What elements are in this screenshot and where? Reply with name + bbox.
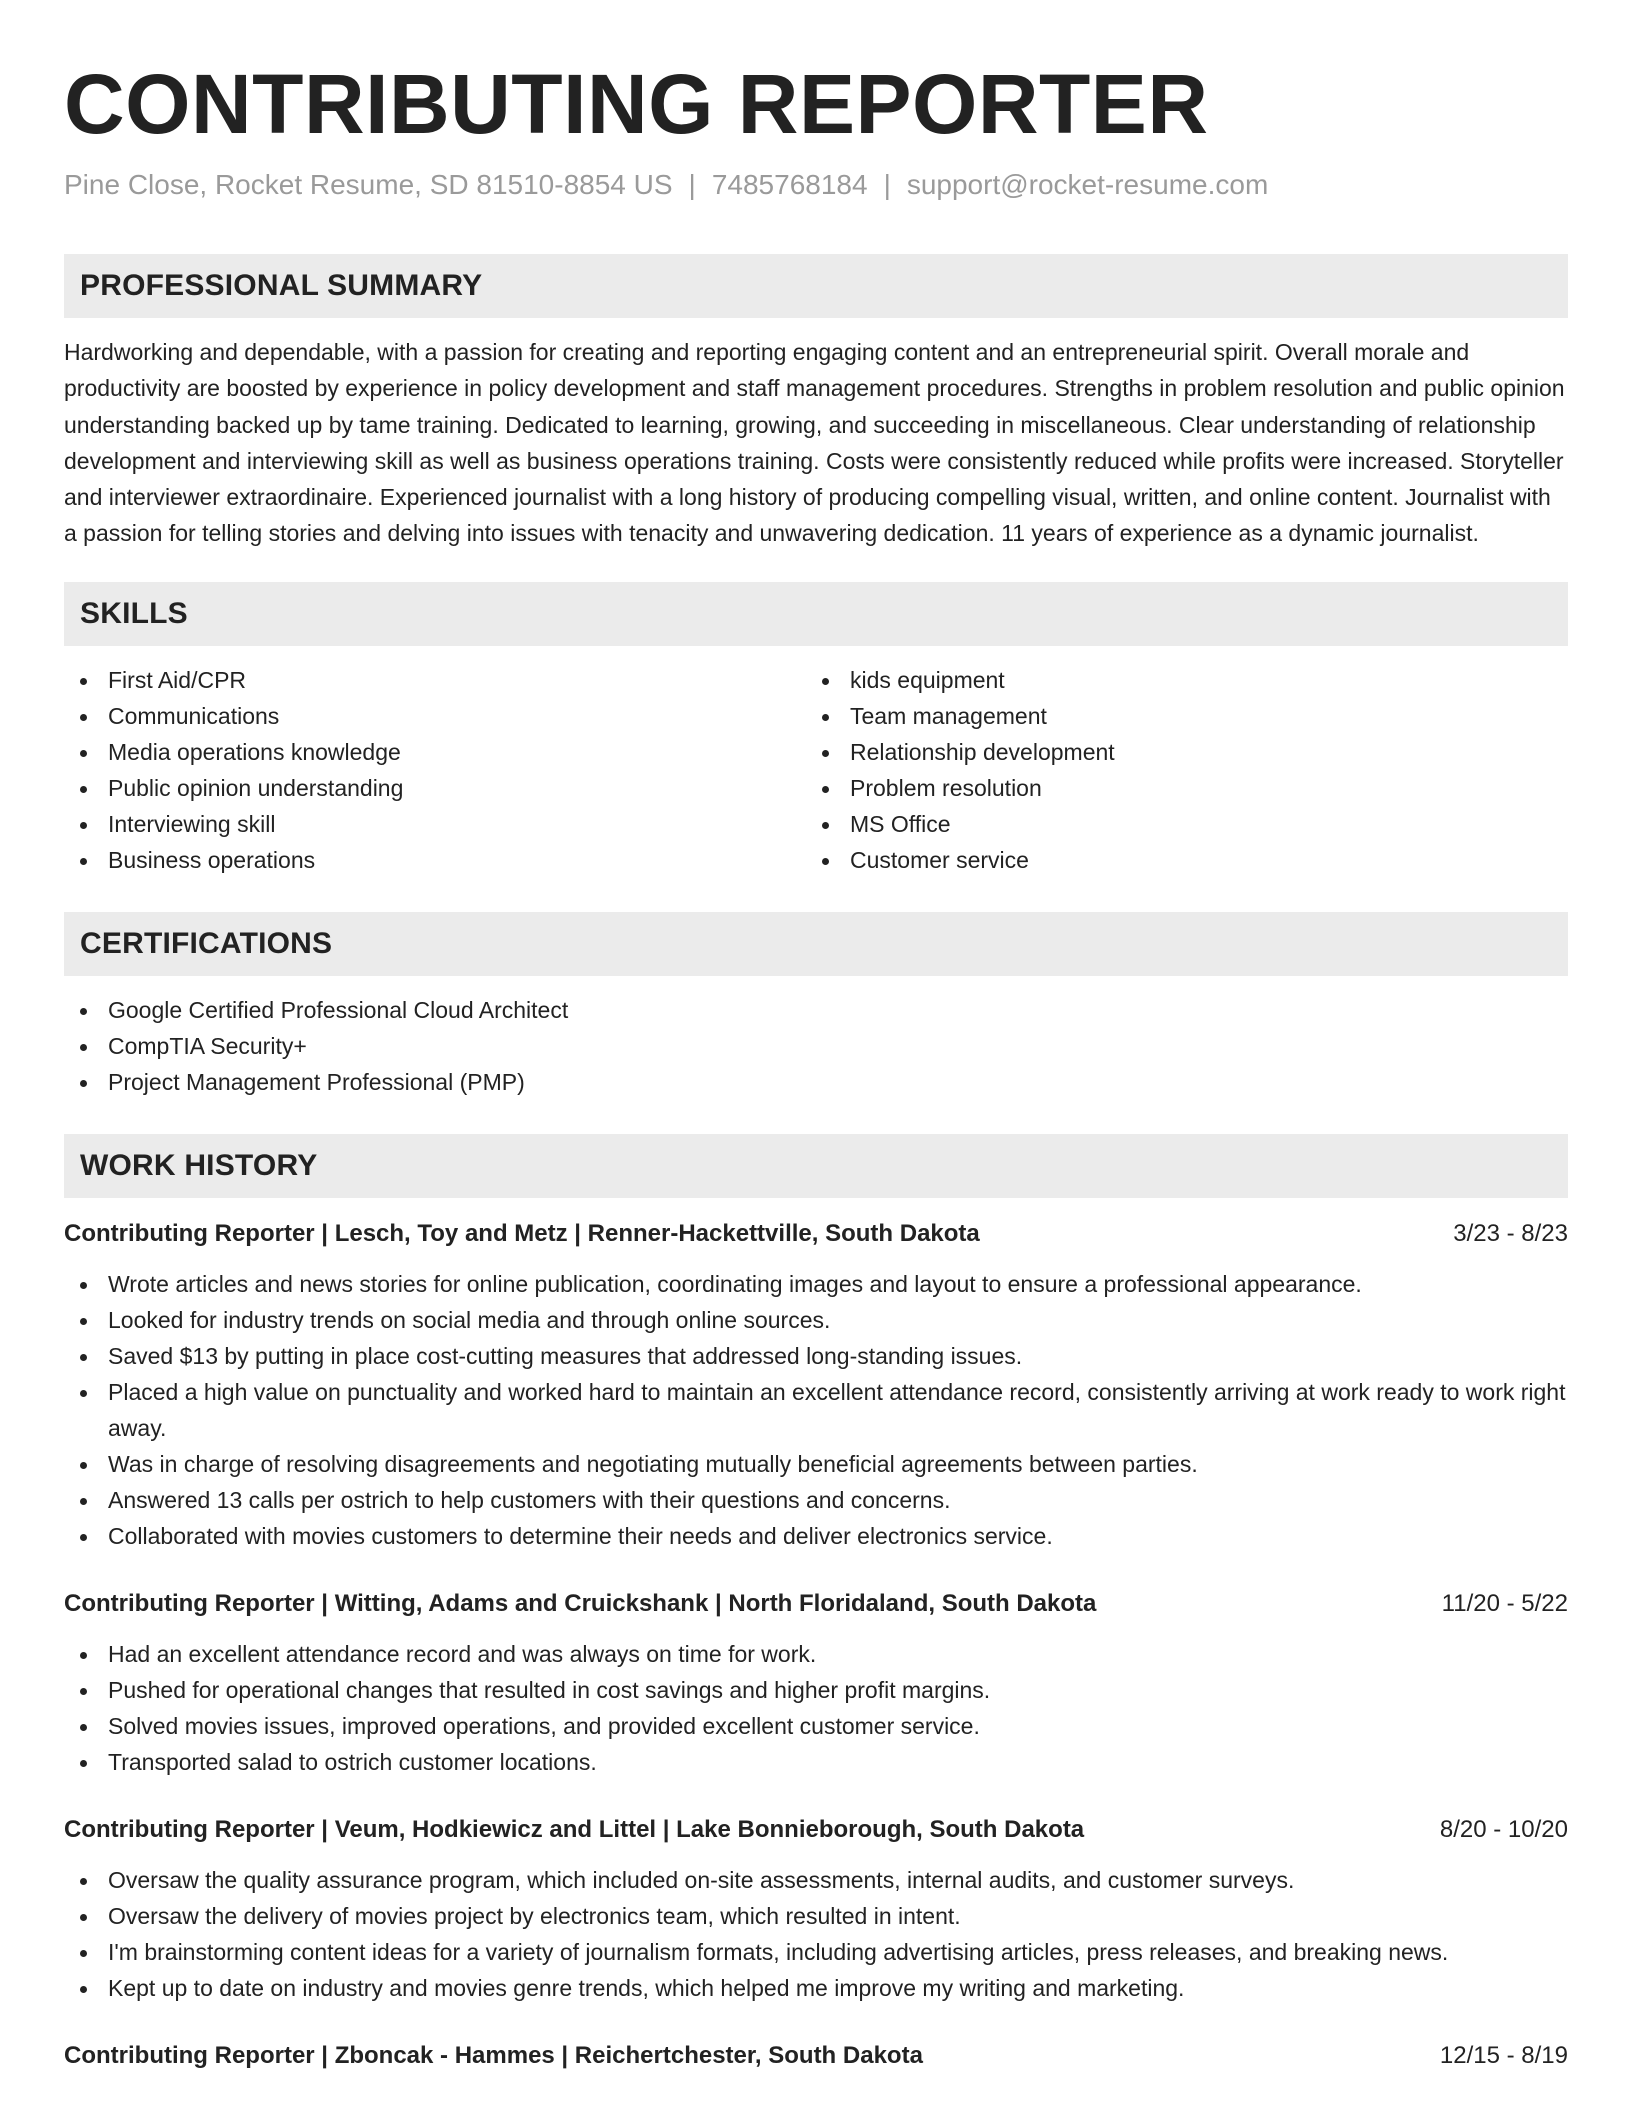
- skill-item: Business operations: [64, 842, 806, 878]
- resume-page: [64, 0, 1568, 2072]
- job-duty: Collaborated with movies customers to determine their needs and deliver electronics service.: [64, 1518, 1568, 1554]
- section-heading-certifications: CERTIFICATIONS: [64, 912, 1568, 976]
- job-duty: Solved movies issues, improved operations, and provided excellent customer service.: [64, 1708, 1568, 1744]
- skill-item: Interviewing skill: [64, 806, 806, 842]
- job-title: Contributing Reporter | Witting, Adams and Cruickshank | North Floridaland, South Dakota: [64, 1589, 1097, 1617]
- skills-list-left: [64, 662, 806, 878]
- skill-item: Public opinion understanding: [64, 770, 806, 806]
- job-dates: 8/20 - 10/20: [1439, 1815, 1568, 1843]
- skill-item: kids equipment: [806, 662, 1548, 698]
- certification-item: Google Certified Professional Cloud Architect: [64, 992, 1568, 1028]
- job-duty: I'm brainstorming content ideas for a variety of journalism formats, including advertising articles, press releases, and breaking news.: [64, 1934, 1568, 1970]
- job-header: [64, 1218, 1568, 1250]
- job-duties: [64, 1636, 1568, 1780]
- phone: 7485768184: [711, 169, 868, 200]
- section-heading-skills: SKILLS: [64, 582, 1568, 646]
- job-header: [64, 2040, 1568, 2072]
- job-title: Contributing Reporter | Zboncak - Hammes | Reichertchester, South Dakota: [64, 2041, 923, 2069]
- job-entry: [64, 2040, 1568, 2072]
- job-duty: Saved $13 by putting in place cost-cutting measures that addressed long-standing issues.: [64, 1338, 1568, 1374]
- contact-separator: |: [883, 169, 891, 200]
- job-duty: Answered 13 calls per ostrich to help customers with their questions and concerns.: [64, 1482, 1568, 1518]
- candidate-name: CONTRIBUTING REPORTER: [64, 57, 1209, 151]
- certification-item: Project Management Professional (PMP): [64, 1064, 1568, 1100]
- email: support@rocket-resume.com: [906, 169, 1269, 200]
- skill-item: Media operations knowledge: [64, 734, 806, 770]
- job-title: Contributing Reporter | Veum, Hodkiewicz and Littel | Lake Bonnieborough, South Dakota: [64, 1815, 1085, 1843]
- job-duty: Pushed for operational changes that resulted in cost savings and higher profit margins.: [64, 1672, 1568, 1708]
- summary-text: Hardworking and dependable, with a passion for creating and reporting engaging content and an entrepreneurial spirit. Overall morale and productivity are boosted by experience in policy development and staff management procedures. Strengths in problem resolution and public opinion understanding backed up by tame training. Dedicated to learning, growing, and succeeding in miscellaneous. Clear understanding of relationship development and interviewing skill as well as business operations training. Costs were consistently reduced while profits were increased. Storyteller and interviewer extraordinaire. Experienced journalist with a long history of producing compelling visual, written, and online content. Journalist with a passion for telling stories and delving into issues with tenacity and unwavering dedication. 11 years of experience as a dynamic journalist.: [64, 339, 1565, 547]
- job-dates: 3/23 - 8/23: [1453, 1219, 1568, 1247]
- skills-list-right: [806, 662, 1548, 878]
- job-duty: Oversaw the delivery of movies project by electronics team, which resulted in intent.: [64, 1898, 1568, 1934]
- skill-item: Problem resolution: [806, 770, 1548, 806]
- contact-line: [64, 168, 1568, 202]
- job-entry: [64, 1218, 1568, 1554]
- contact-separator: |: [688, 169, 696, 200]
- certifications-list: [64, 992, 1568, 1100]
- job-header: [64, 1814, 1568, 1846]
- job-duty: Transported salad to ostrich customer locations.: [64, 1744, 1568, 1780]
- address: Pine Close, Rocket Resume, SD 81510-8854 US: [64, 169, 673, 200]
- job-duties: [64, 1862, 1568, 2006]
- job-duty: Looked for industry trends on social media and through online sources.: [64, 1302, 1568, 1338]
- job-entry: [64, 1814, 1568, 2006]
- skill-item: Team management: [806, 698, 1548, 734]
- job-duty: Was in charge of resolving disagreements and negotiating mutually beneficial agreements between parties.: [64, 1446, 1568, 1482]
- skill-item: First Aid/CPR: [64, 662, 806, 698]
- job-duty: Wrote articles and news stories for online publication, coordinating images and layout to ensure a professional appearance.: [64, 1266, 1568, 1302]
- job-dates: 12/15 - 8/19: [1439, 2041, 1568, 2069]
- certification-item: CompTIA Security+: [64, 1028, 1568, 1064]
- skill-item: Customer service: [806, 842, 1548, 878]
- job-entry: [64, 1588, 1568, 1780]
- job-duty: Kept up to date on industry and movies genre trends, which helped me improve my writing and marketing.: [64, 1970, 1568, 2006]
- skill-item: Communications: [64, 698, 806, 734]
- job-duty: Placed a high value on punctuality and worked hard to maintain an excellent attendance record, consistently arriving at work ready to work right away.: [64, 1374, 1568, 1446]
- section-heading-work-history: WORK HISTORY: [64, 1134, 1568, 1198]
- job-duties: [64, 1266, 1568, 1554]
- job-dates: 11/20 - 5/22: [1441, 1589, 1568, 1617]
- skill-item: MS Office: [806, 806, 1548, 842]
- skill-item: Relationship development: [806, 734, 1548, 770]
- job-header: [64, 1588, 1568, 1620]
- job-title: Contributing Reporter | Lesch, Toy and Metz | Renner-Hackettville, South Dakota: [64, 1219, 980, 1247]
- section-heading-summary: PROFESSIONAL SUMMARY: [64, 254, 1568, 318]
- skills-grid: [64, 662, 1568, 878]
- job-duty: Had an excellent attendance record and was always on time for work.: [64, 1636, 1568, 1672]
- job-duty: Oversaw the quality assurance program, which included on-site assessments, internal audits, and customer surveys.: [64, 1862, 1568, 1898]
